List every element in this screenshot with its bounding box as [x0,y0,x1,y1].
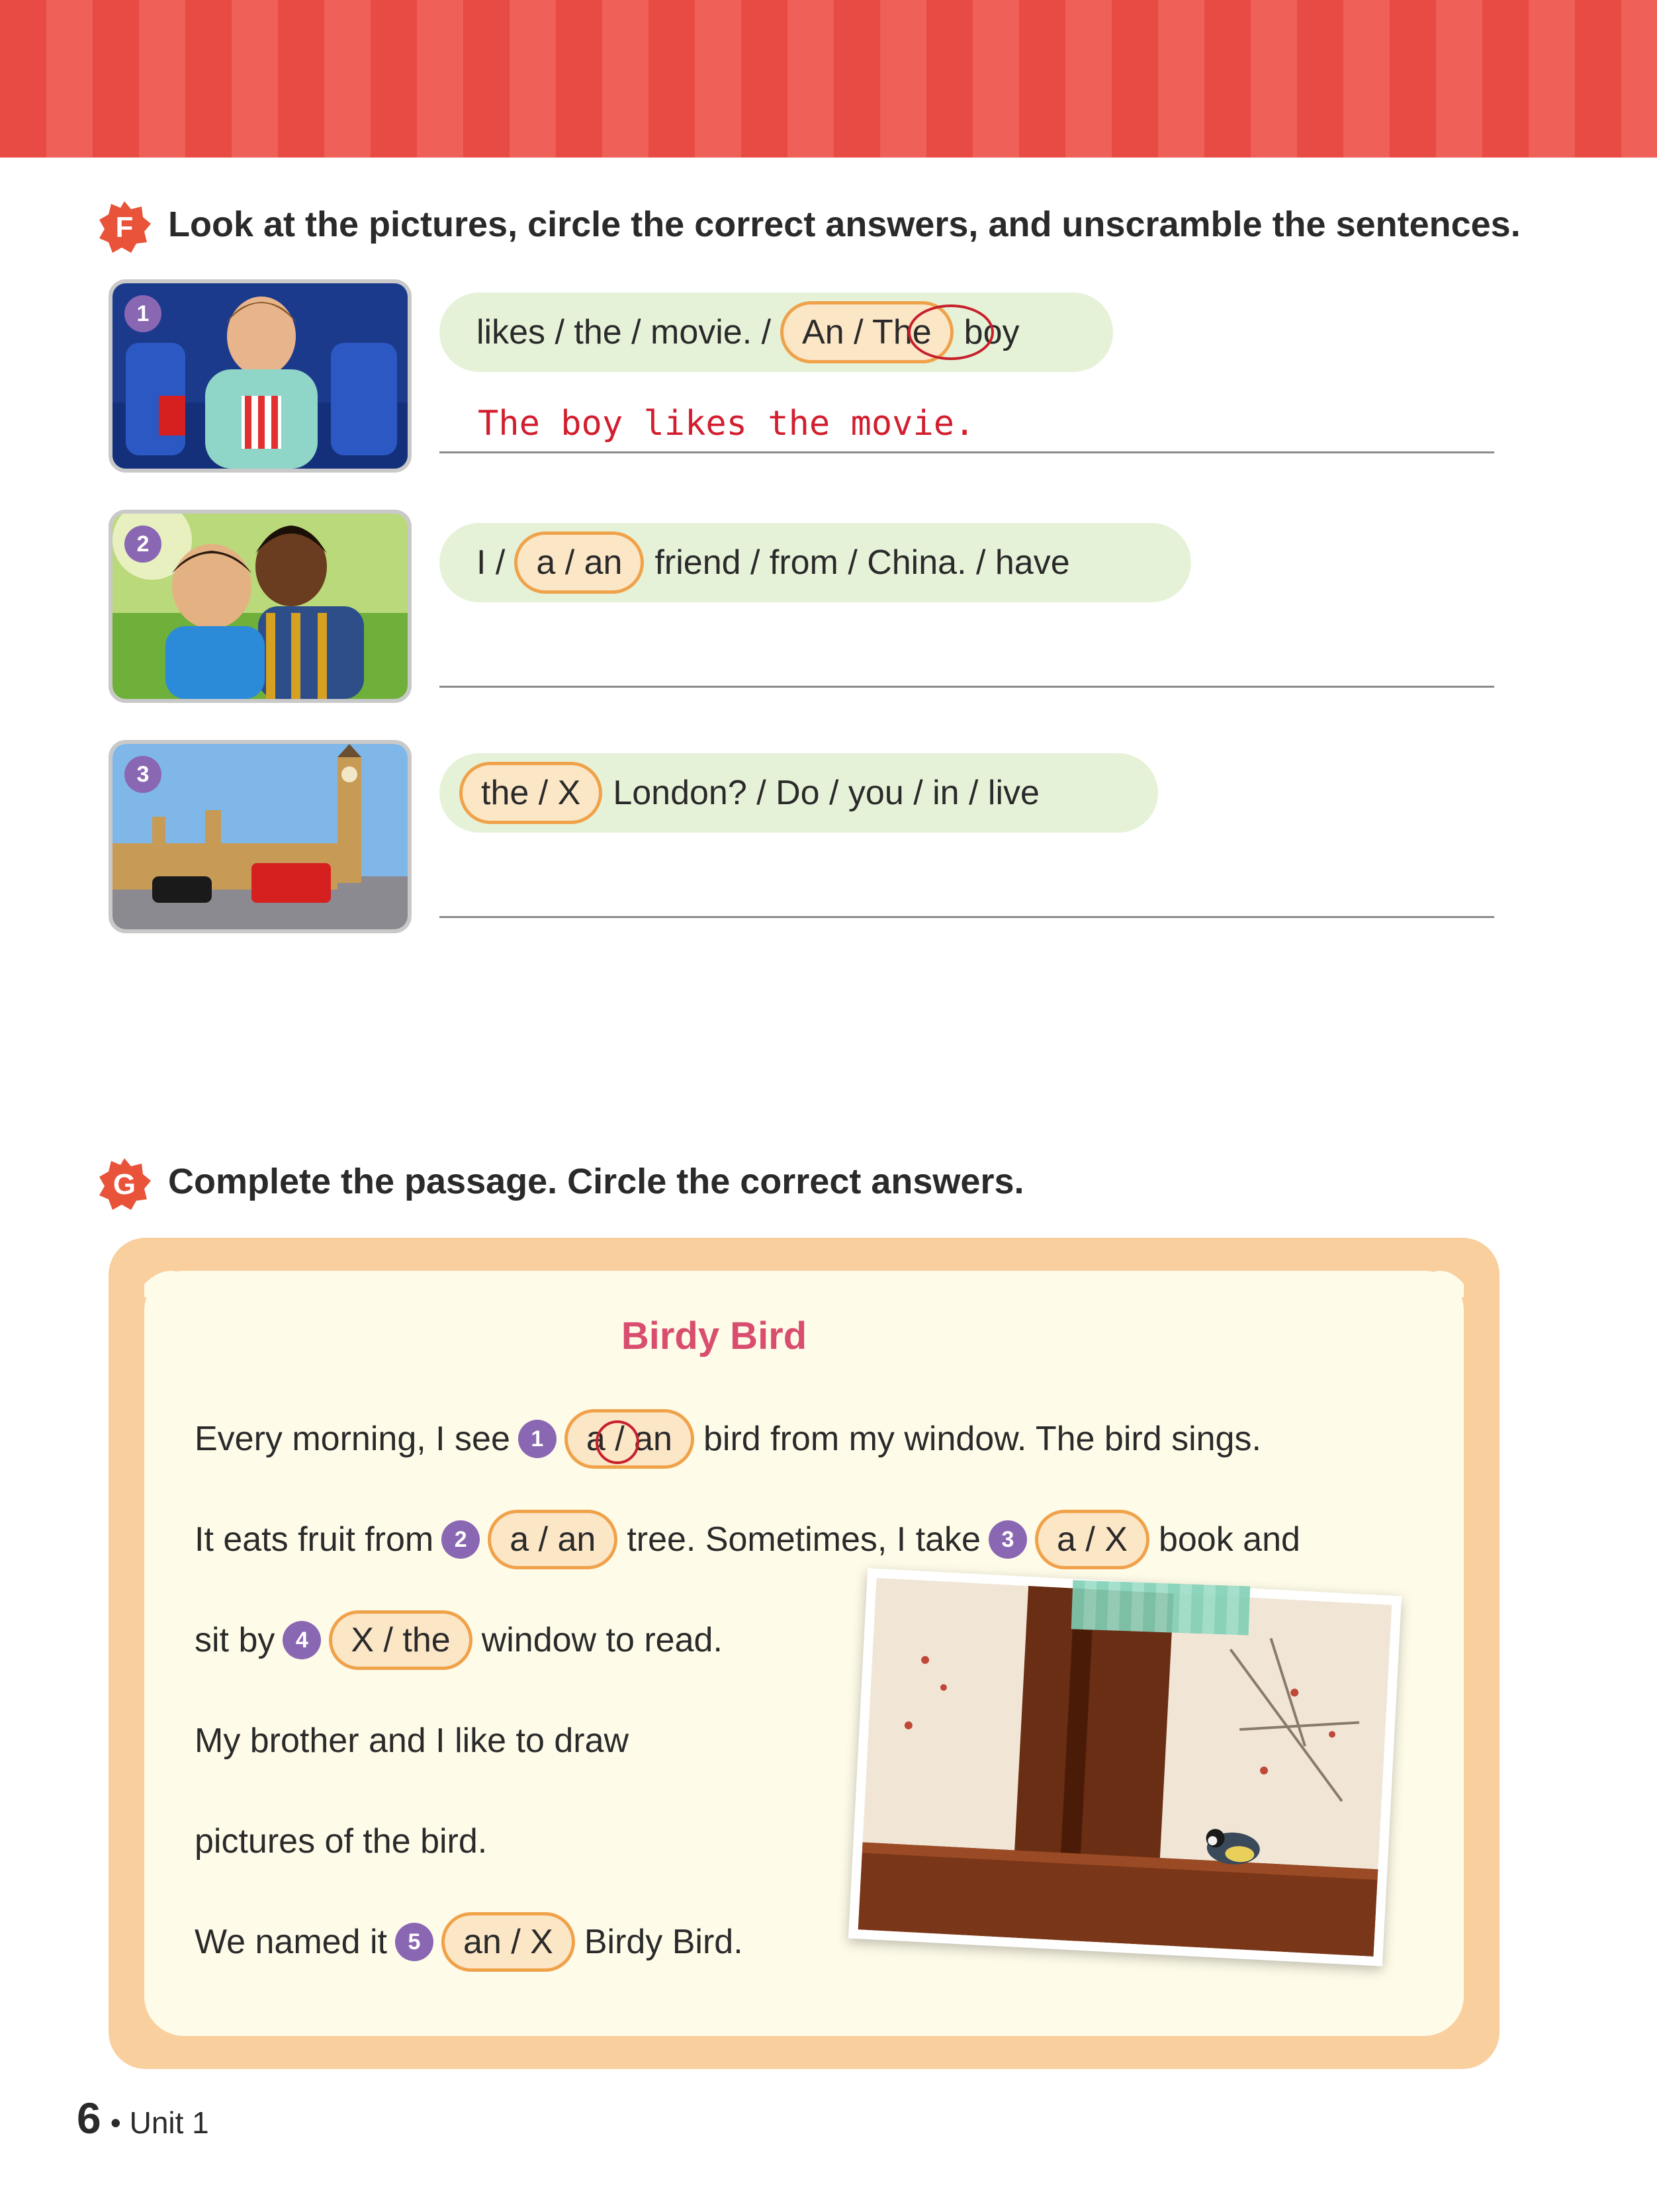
section-f-badge: F [97,200,152,255]
unit-label: • Unit 1 [110,2105,209,2140]
answer-text-1[interactable]: The boy likes the movie. [478,404,975,443]
prompt-2 [439,523,1191,602]
choice-pill-g3[interactable]: a / X [1035,1510,1149,1569]
answer-circle-1 [908,304,994,360]
blank-number-2: 2 [441,1520,480,1559]
prompt-2-before: I / [476,543,506,582]
blank-number-1: 1 [518,1420,557,1458]
page-number: 6 [77,2094,101,2143]
choice-pill-g2[interactable]: a / an [488,1510,617,1569]
answer-line-3[interactable] [439,916,1494,918]
section-g-badge: G [97,1157,152,1213]
photo-two-friends [109,510,412,703]
blank-number-4: 4 [283,1621,321,1659]
choice-pill-g4[interactable]: X / the [329,1610,472,1670]
choice-pill-g1[interactable]: a / an [564,1409,694,1469]
story-line-6: We named it 5 an / X Birdy Bird. [195,1910,751,1974]
blank-number-5: 5 [395,1923,433,1961]
choice-pill-g5[interactable]: an / X [441,1912,575,1972]
prompt-3 [439,753,1158,833]
story-line-3: sit by 4 X / the window to read. [195,1608,731,1672]
section-f-instruction: Look at the pictures, circle the correct answers, and unscramble the sentences. [168,205,1521,244]
choice-pill-1[interactable]: An / The [780,301,954,363]
answer-line-2[interactable] [439,686,1494,688]
photo-london [109,740,412,933]
prompt-2-after: friend / from / China. / have [654,543,1070,582]
answer-circle-g1 [596,1420,639,1464]
item-number-1: 1 [124,295,161,332]
story-line-2: It eats fruit from 2 a / an tree. Sometimes, I take 3 a / X book and [195,1508,1308,1571]
answer-line-1[interactable] [439,451,1494,453]
tape-decoration [1071,1580,1250,1635]
page-footer [77,2093,209,2143]
header-band [0,0,1657,158]
prompt-1-after: boy [963,313,1020,351]
story-line-5: pictures of the bird. [195,1822,488,1861]
section-g-instruction: Complete the passage. Circle the correct answers. [168,1162,1024,1201]
blank-number-3: 3 [989,1520,1027,1559]
story-line-1: Every morning, I see 1 a / an bird from my window. The bird sings. [195,1407,1269,1471]
story-line-4: My brother and I like to draw [195,1722,629,1760]
prompt-3-after: London? / Do / you / in / live [613,774,1040,812]
item-number-2: 2 [124,526,161,563]
scallop-edge [144,1258,1464,1297]
prompt-1 [439,293,1113,372]
photo-boy-movie [109,279,412,473]
prompt-1-before: likes / the / movie. / [476,313,772,351]
story-title: Birdy Bird [621,1314,807,1358]
item-number-3: 3 [124,756,161,793]
choice-pill-3[interactable]: the / X [459,762,602,824]
choice-pill-2[interactable]: a / an [514,531,644,594]
